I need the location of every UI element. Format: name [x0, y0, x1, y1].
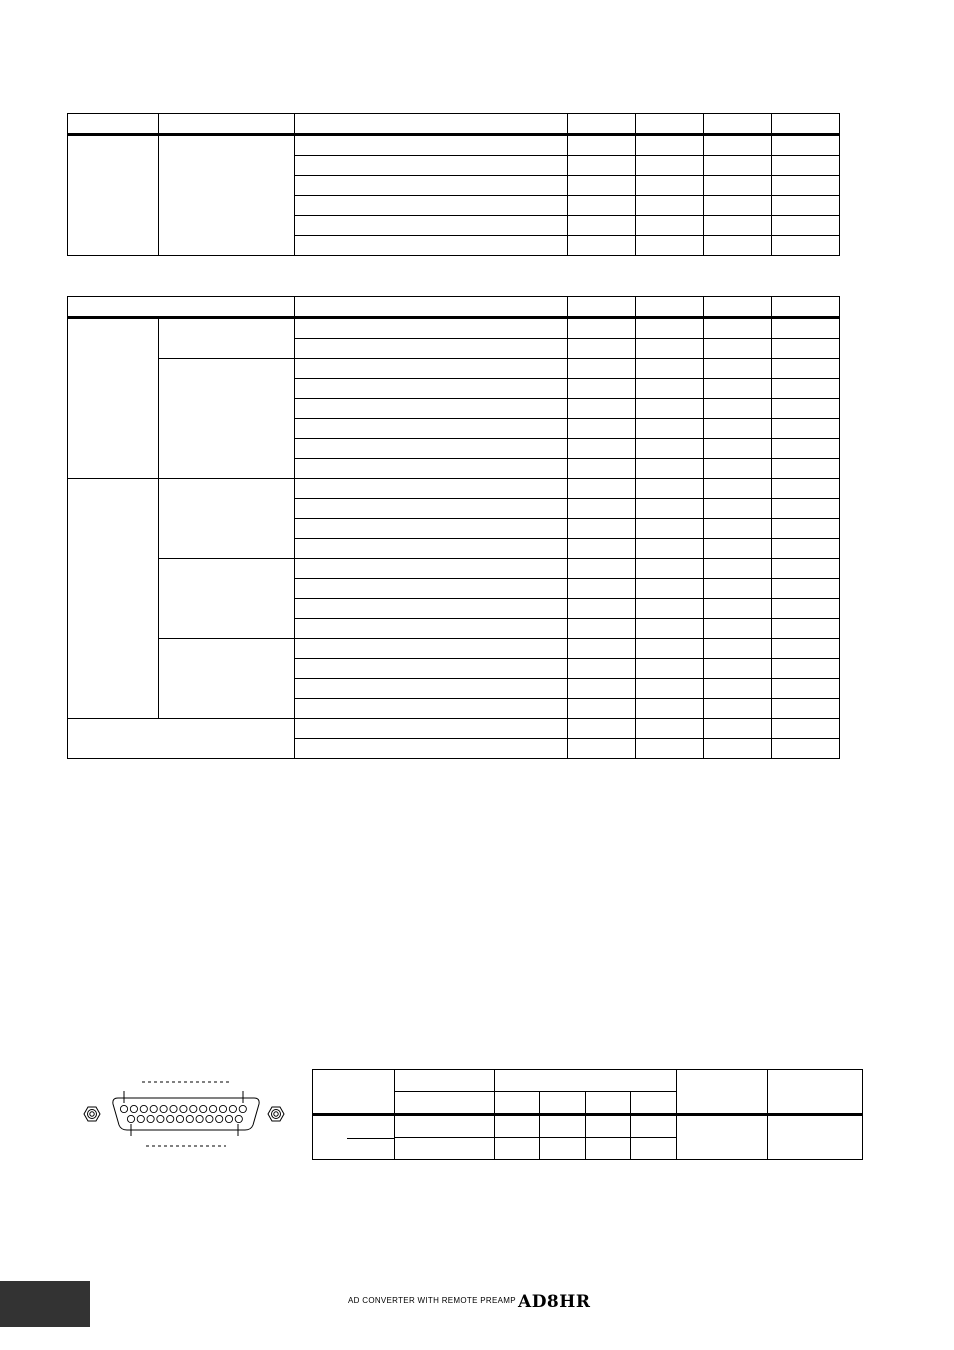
value-cell	[568, 359, 636, 379]
value-cell	[772, 236, 840, 256]
value-cell	[631, 1138, 677, 1160]
footer-model-name: AD8HR	[518, 1292, 591, 1312]
value-cell	[636, 519, 704, 539]
header-cell	[295, 297, 568, 318]
header-cell	[395, 1070, 495, 1092]
value-cell	[568, 216, 636, 236]
value-cell	[772, 699, 840, 719]
header-cell	[586, 1092, 631, 1115]
table-header-row	[313, 1070, 863, 1092]
header-cell	[495, 1092, 540, 1115]
table-row	[68, 479, 840, 499]
connector-pin	[170, 1105, 177, 1112]
value-cell	[568, 679, 636, 699]
value-cell	[568, 135, 636, 156]
hex-mounting-screw-icon	[268, 1107, 284, 1121]
value-cell	[704, 359, 772, 379]
value-cell	[636, 196, 704, 216]
value-cell	[636, 499, 704, 519]
value-cell	[568, 379, 636, 399]
value-cell	[636, 539, 704, 559]
value-cell	[704, 379, 772, 399]
value-cell	[704, 639, 772, 659]
value-cell	[568, 339, 636, 359]
value-cell	[704, 579, 772, 599]
header-cell	[568, 297, 636, 318]
value-cell	[704, 459, 772, 479]
group-cell	[68, 719, 295, 759]
connector-pin	[157, 1115, 164, 1122]
value-cell	[586, 1138, 631, 1160]
connector-pin	[180, 1105, 187, 1112]
value-cell	[636, 439, 704, 459]
header-cell	[159, 114, 295, 135]
item-cell	[295, 339, 568, 359]
item-cell	[295, 719, 568, 739]
value-cell	[704, 439, 772, 459]
item-cell	[295, 499, 568, 519]
table-header-row	[68, 114, 840, 135]
table-row	[68, 359, 840, 379]
connector-pin	[186, 1115, 193, 1122]
value-cell	[772, 599, 840, 619]
connector-pin	[130, 1105, 137, 1112]
d-sub-25-pin-connector-icon	[78, 1076, 292, 1156]
value-cell	[568, 619, 636, 639]
table-row	[68, 719, 840, 739]
item-cell	[295, 216, 568, 236]
item-cell	[295, 135, 568, 156]
item-cell	[295, 699, 568, 719]
value-cell	[704, 196, 772, 216]
value-cell	[772, 156, 840, 176]
value-cell	[540, 1138, 586, 1160]
value-cell	[772, 499, 840, 519]
header-cell	[772, 114, 840, 135]
value-cell	[704, 339, 772, 359]
value-cell	[704, 318, 772, 339]
value-cell	[568, 176, 636, 196]
value-cell	[768, 1115, 863, 1160]
value-cell	[636, 339, 704, 359]
item-cell	[295, 176, 568, 196]
value-cell	[704, 659, 772, 679]
value-cell	[568, 539, 636, 559]
value-cell	[636, 135, 704, 156]
value-cell	[636, 739, 704, 759]
value-cell	[772, 399, 840, 419]
item-cell	[295, 619, 568, 639]
value-cell	[636, 619, 704, 639]
value-cell	[772, 539, 840, 559]
header-cell	[636, 114, 704, 135]
value-cell	[772, 679, 840, 699]
value-cell	[772, 559, 840, 579]
table-header-row	[68, 297, 840, 318]
value-cell	[636, 236, 704, 256]
value-cell	[568, 419, 636, 439]
connector-pin	[229, 1105, 236, 1112]
value-cell	[636, 318, 704, 339]
header-cell	[677, 1070, 768, 1115]
item-cell	[295, 196, 568, 216]
value-cell	[568, 659, 636, 679]
connector-pin	[200, 1105, 207, 1112]
item-cell	[295, 236, 568, 256]
value-cell	[568, 739, 636, 759]
header-cell	[704, 114, 772, 135]
value-cell	[772, 459, 840, 479]
value-cell	[704, 135, 772, 156]
item-cell	[295, 318, 568, 339]
table-row	[68, 135, 840, 156]
value-cell	[568, 479, 636, 499]
item-cell	[295, 156, 568, 176]
value-cell	[568, 699, 636, 719]
connector-pin	[216, 1115, 223, 1122]
value-cell	[568, 499, 636, 519]
item-cell	[295, 739, 568, 759]
header-cell	[295, 114, 568, 135]
value-cell	[568, 439, 636, 459]
connector-pin	[219, 1105, 226, 1112]
value-cell	[772, 339, 840, 359]
item-cell	[295, 479, 568, 499]
connector-pin	[239, 1105, 246, 1112]
pin-row-top	[120, 1105, 246, 1112]
header-cell	[768, 1070, 863, 1115]
connector-pin	[196, 1115, 203, 1122]
table-row	[313, 1115, 863, 1138]
connector-pin	[150, 1105, 157, 1112]
value-cell	[704, 599, 772, 619]
pin-assignment-table	[312, 1069, 863, 1160]
value-cell	[636, 699, 704, 719]
value-cell	[772, 579, 840, 599]
value-cell	[586, 1115, 631, 1138]
pin-row-bottom	[127, 1115, 242, 1122]
subgroup-cell	[159, 318, 295, 359]
connector-pin	[225, 1115, 232, 1122]
table-row	[68, 559, 840, 579]
value-cell	[636, 579, 704, 599]
spec-table-1	[67, 113, 840, 256]
connector-pin	[137, 1115, 144, 1122]
value-cell	[704, 619, 772, 639]
header-cell	[68, 114, 159, 135]
value-cell	[568, 579, 636, 599]
value-cell	[704, 539, 772, 559]
hex-mounting-screw-icon	[84, 1107, 100, 1121]
item-cell	[395, 1115, 495, 1138]
value-cell	[704, 699, 772, 719]
value-cell	[704, 559, 772, 579]
subgroup-cell	[159, 135, 295, 256]
value-cell	[636, 156, 704, 176]
value-cell	[772, 659, 840, 679]
value-cell	[772, 519, 840, 539]
subgroup-cell	[159, 479, 295, 559]
header-cell	[313, 1070, 395, 1115]
value-cell	[636, 216, 704, 236]
value-cell	[568, 459, 636, 479]
value-cell	[704, 156, 772, 176]
group-cell	[68, 318, 159, 479]
value-cell	[540, 1115, 586, 1138]
connector-pin	[206, 1115, 213, 1122]
item-cell	[295, 539, 568, 559]
value-cell	[772, 619, 840, 639]
header-cell	[636, 297, 704, 318]
value-cell	[704, 519, 772, 539]
value-cell	[636, 379, 704, 399]
table-row	[68, 318, 840, 339]
value-cell	[495, 1115, 540, 1138]
value-cell	[704, 479, 772, 499]
item-cell	[295, 599, 568, 619]
item-cell	[295, 359, 568, 379]
connector-pin	[235, 1115, 242, 1122]
value-cell	[636, 719, 704, 739]
value-cell	[704, 176, 772, 196]
connector-pin	[147, 1115, 154, 1122]
item-cell	[295, 519, 568, 539]
footer-caption: AD CONVERTER WITH REMOTE PREAMP	[348, 1296, 516, 1305]
item-cell	[295, 559, 568, 579]
spec-table-2	[67, 296, 840, 759]
header-cell	[772, 297, 840, 318]
item-cell	[295, 419, 568, 439]
value-cell	[704, 739, 772, 759]
value-cell	[704, 679, 772, 699]
group-cell	[68, 135, 159, 256]
value-cell	[636, 559, 704, 579]
connector-pin	[167, 1115, 174, 1122]
group-cell	[313, 1115, 395, 1160]
item-cell	[295, 399, 568, 419]
value-cell	[772, 359, 840, 379]
item-cell	[295, 459, 568, 479]
value-cell	[568, 236, 636, 256]
value-cell	[568, 559, 636, 579]
connector-pin	[140, 1105, 147, 1112]
value-cell	[636, 599, 704, 619]
value-cell	[636, 459, 704, 479]
value-cell	[772, 135, 840, 156]
value-cell	[568, 519, 636, 539]
value-cell	[631, 1115, 677, 1138]
value-cell	[772, 419, 840, 439]
value-cell	[772, 439, 840, 459]
item-cell	[395, 1138, 495, 1160]
value-cell	[772, 196, 840, 216]
subgroup-cell	[159, 359, 295, 479]
item-cell	[295, 659, 568, 679]
value-cell	[636, 399, 704, 419]
value-cell	[495, 1138, 540, 1160]
value-cell	[704, 399, 772, 419]
value-cell	[568, 156, 636, 176]
connector-pin	[176, 1115, 183, 1122]
value-cell	[636, 176, 704, 196]
value-cell	[704, 499, 772, 519]
value-cell	[568, 599, 636, 619]
header-cell	[495, 1070, 677, 1092]
item-cell	[295, 679, 568, 699]
header-cell	[540, 1092, 586, 1115]
item-cell	[295, 439, 568, 459]
value-cell	[568, 399, 636, 419]
header-cell	[68, 297, 295, 318]
header-cell	[631, 1092, 677, 1115]
item-cell	[295, 579, 568, 599]
subgroup-cell	[159, 559, 295, 639]
value-cell	[772, 479, 840, 499]
header-cell	[395, 1092, 495, 1115]
value-cell	[636, 639, 704, 659]
value-cell	[636, 419, 704, 439]
subgroup-cell	[159, 639, 295, 719]
value-cell	[772, 739, 840, 759]
value-cell	[677, 1115, 768, 1160]
value-cell	[704, 419, 772, 439]
value-cell	[568, 639, 636, 659]
connector-pin	[120, 1105, 127, 1112]
connector-pin	[190, 1105, 197, 1112]
value-cell	[636, 679, 704, 699]
value-cell	[636, 659, 704, 679]
connector-pin	[127, 1115, 134, 1122]
connector-pin	[160, 1105, 167, 1112]
item-cell	[295, 379, 568, 399]
header-cell	[704, 297, 772, 318]
value-cell	[772, 379, 840, 399]
value-cell	[636, 359, 704, 379]
value-cell	[772, 639, 840, 659]
connector-pin	[210, 1105, 217, 1112]
table-row	[68, 639, 840, 659]
value-cell	[704, 719, 772, 739]
header-cell	[568, 114, 636, 135]
value-cell	[772, 176, 840, 196]
value-cell	[772, 318, 840, 339]
value-cell	[772, 216, 840, 236]
value-cell	[568, 318, 636, 339]
value-cell	[568, 196, 636, 216]
value-cell	[704, 236, 772, 256]
value-cell	[636, 479, 704, 499]
item-cell	[295, 639, 568, 659]
page-number-tab	[0, 1281, 90, 1327]
value-cell	[568, 719, 636, 739]
value-cell	[772, 719, 840, 739]
value-cell	[704, 216, 772, 236]
group-cell	[68, 479, 159, 719]
